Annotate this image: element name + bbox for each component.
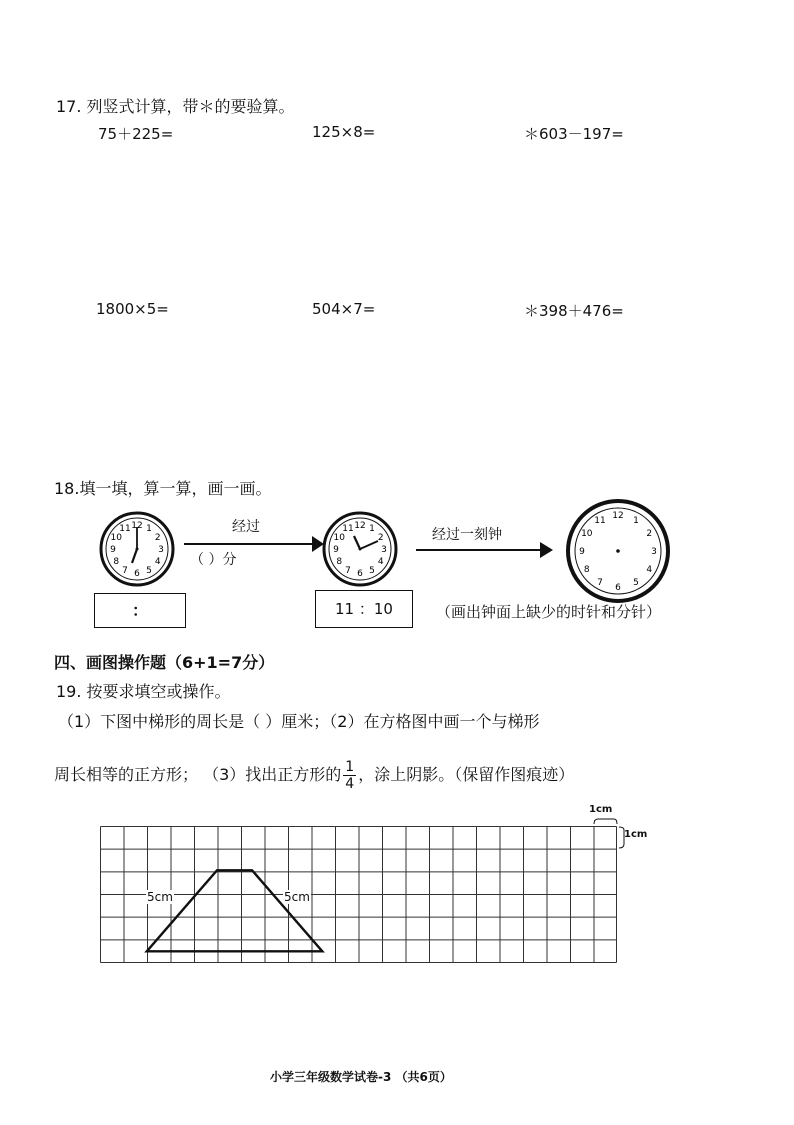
clock-numeral: 1 [633,515,639,526]
clock-numeral: 3 [158,545,164,555]
clock-numeral: 2 [377,533,384,543]
clock-numeral: 11 [119,524,131,535]
q17-item-5: 504×7= [312,300,376,318]
clock-numeral: 7 [345,565,351,576]
clock-numeral: 12 [612,511,624,521]
clock-numeral: 6 [615,583,621,593]
unit-top-label: 1cm [589,804,613,815]
arrow-1-label: 经过 [232,519,260,535]
clock-numeral: 4 [646,565,653,575]
trapezoid-left-label: 5cm [147,890,173,904]
elapsed-minutes-blank[interactable]: （ ）分 [190,552,237,568]
q19-title: 19. 按要求填空或操作。 [56,682,231,701]
clock-numeral: 5 [369,565,375,576]
fraction-denominator: 4 [345,776,355,792]
clock-numeral: 10 [333,533,345,543]
clock-numeral: 10 [581,529,593,539]
clock-numeral: 10 [110,533,122,543]
q17-item-6: ＊398＋476= [524,302,624,320]
q17-item-4: 1800×5= [96,300,169,318]
clock-numeral: 3 [651,547,657,557]
clock-numeral: 11 [342,524,354,535]
time-box-2 [315,590,413,628]
q19-line-2-a: 周长相等的正方形； （3）找出正方形的 [54,765,342,784]
fraction-numerator: 1 [345,759,355,775]
clock-numeral: 2 [154,533,161,543]
clock-numeral: 5 [146,565,152,576]
clock-numeral: 12 [354,521,366,531]
clock-numeral: 9 [333,545,339,555]
clock-numeral: 4 [377,557,384,567]
arrow-2-label: 经过一刻钟 [432,527,502,543]
clock-numeral: 8 [336,557,343,567]
clock-numeral: 5 [633,578,639,589]
clock-numeral: 2 [646,529,653,539]
clock-1-icon [98,510,176,588]
square-grid[interactable] [100,826,617,974]
unit-right-label: 1cm [624,829,648,840]
clock-numeral: 1 [146,524,152,535]
clock-numeral: 8 [583,565,590,575]
clock-numeral: 6 [134,569,140,579]
q17-item-1: 75＋225= [98,125,174,143]
clock-numeral: 11 [594,515,606,526]
q17-title: 17. 列竖式计算，带＊的要验算。 [56,97,295,116]
clock-numeral: 12 [131,521,143,531]
section-4-title: 四、画图操作题（6+1=7分） [54,653,275,672]
trapezoid-right-label: 5cm [284,890,310,904]
q18-title: 18.填一填，算一算，画一画。 [54,479,272,498]
clock-numeral: 9 [110,545,116,555]
clock-numeral: 1 [369,524,375,535]
clock-2-icon [321,510,399,588]
clock-numeral: 8 [113,557,120,567]
page-footer: 小学三年级数学试卷-3 （共6页） [270,1070,452,1084]
unit-bracket-icon [586,810,626,852]
q17-item-2: 125×8= [312,123,376,141]
clock-3-icon[interactable] [564,497,672,605]
q19-line-2-b: ，涂上阴影。（保留作图痕迹） [358,765,575,784]
clock-numeral: 9 [579,547,585,557]
fraction-one-quarter [343,760,356,791]
clock-numeral: 7 [597,578,603,589]
clock-numeral: 6 [357,569,363,579]
time-box-2-text: 11 ：10 [335,600,393,618]
q19-line-1: （1）下图中梯形的周长是（ ）厘米；（2）在方格图中画一个与梯形 [58,712,540,731]
q18-note: （画出钟面上缺少的时针和分针） [436,603,662,621]
clock-numeral: 3 [381,545,387,555]
q17-item-3: ＊603－197= [524,125,624,143]
time-box-1[interactable] [94,593,186,628]
clock-numeral: 7 [122,565,128,576]
trapezoid [147,870,322,951]
clock-numeral: 4 [154,557,161,567]
time-box-1-text: ： [131,601,148,620]
q19-line-2 [54,760,574,791]
